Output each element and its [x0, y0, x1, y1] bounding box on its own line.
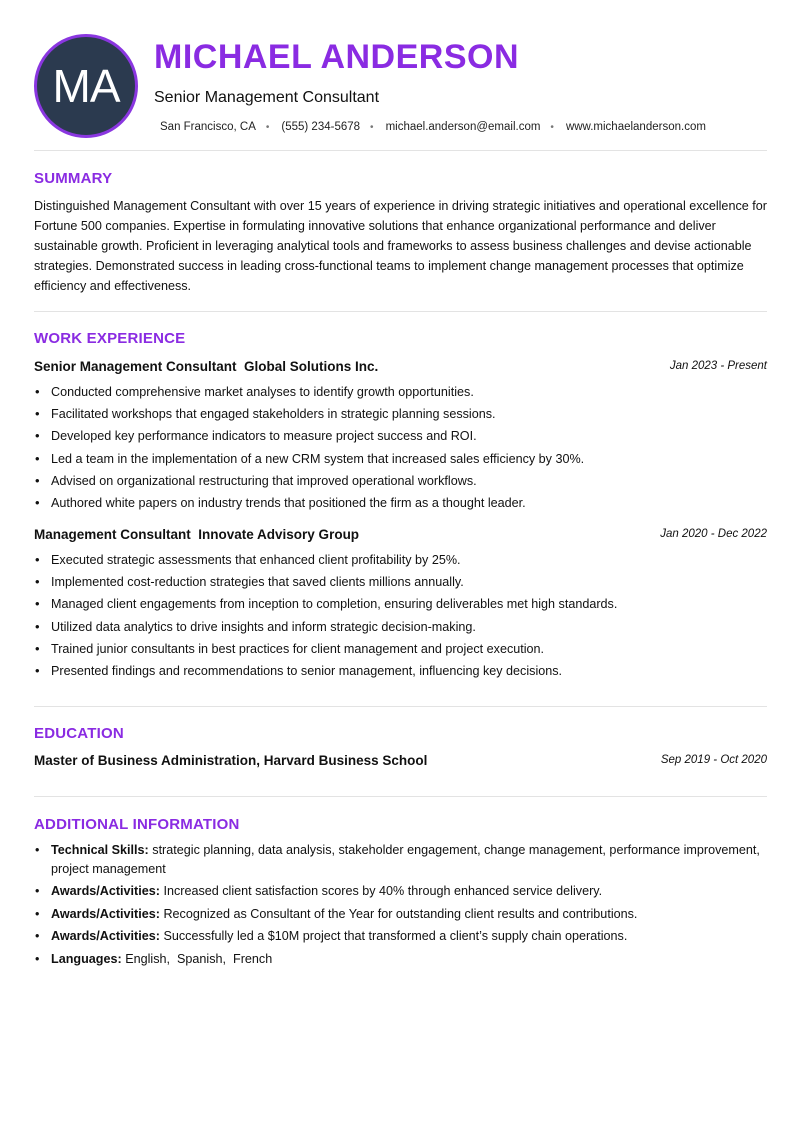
summary-heading: SUMMARY	[34, 170, 113, 187]
job-header	[34, 527, 767, 542]
education-dates: Sep 2019 - Oct 2020	[660, 754, 767, 766]
bullet-separator-icon: •	[370, 121, 374, 133]
item-text: English, Spanish, French	[125, 951, 273, 966]
item-label: Awards/Activities:	[51, 906, 160, 921]
list-item	[34, 950, 767, 969]
contact-location: San Francisco, CA	[160, 121, 256, 133]
additional-info-heading: ADDITIONAL INFORMATION	[34, 816, 240, 833]
item-text: strategic planning, data analysis, stakeholder engagement, change management, performance improvement, project management	[51, 843, 760, 876]
list-item	[34, 882, 767, 901]
item-text: Successfully led a $10M project that transformed a client’s supply chain operations.	[163, 928, 628, 943]
contact-phone: (555) 234-5678	[281, 121, 361, 133]
list-item: • Managed client engagements from inception to completion, ensuring deliverables met high standards.	[34, 593, 767, 615]
section-divider	[34, 796, 767, 797]
contact-email[interactable]: michael.anderson@email.com	[385, 121, 541, 133]
job-role: Senior Management Consultant	[34, 359, 237, 374]
list-item: • Developed key performance indicators to measure project success and ROI.	[34, 425, 767, 447]
list-item: • Led a team in the implementation of a new CRM system that increased sales efficiency by 30%.	[34, 448, 767, 470]
section-divider	[34, 706, 767, 707]
bullet-separator-icon: •	[550, 121, 554, 133]
work-experience-heading: WORK EXPERIENCE	[34, 330, 186, 347]
contact-website[interactable]: www.michaelanderson.com	[565, 121, 706, 133]
list-item: • Trained junior consultants in best practices for client management and project execution.	[34, 638, 767, 660]
list-item: • Authored white papers on industry trends that positioned the firm as a thought leader.	[34, 492, 767, 514]
education-degree: Master of Business Administration, Harvard Business School	[34, 753, 428, 768]
avatar-initials: MA	[52, 60, 120, 112]
list-item: • Implemented cost-reduction strategies that saved clients millions annually.	[34, 571, 767, 593]
bullet-separator-icon: •	[265, 121, 270, 133]
item-label: Awards/Activities:	[51, 884, 160, 899]
candidate-title: Senior Management Consultant	[154, 89, 380, 106]
additional-info-list	[34, 841, 767, 972]
list-item	[34, 927, 767, 946]
item-text: Recognized as Consultant of the Year for outstanding client results and contributions.	[163, 906, 638, 921]
item-text: Increased client satisfaction scores by 40% through enhanced service delivery.	[163, 884, 603, 899]
list-item: • Facilitated workshops that engaged stakeholders in strategic planning sessions.	[34, 403, 767, 425]
list-item: • Presented findings and recommendations to senior management, influencing key decisions.	[34, 660, 767, 682]
list-item: • Utilized data analytics to drive insights and inform strategic decision-making.	[34, 616, 767, 638]
contact-line	[160, 121, 706, 133]
list-item: • Advised on organizational restructuring that improved operational workflows.	[34, 470, 767, 492]
job-bullets	[34, 381, 767, 514]
job-bullets	[34, 549, 767, 682]
list-item: • Conducted comprehensive market analyses to identify growth opportunities.	[34, 381, 767, 403]
list-item: • Executed strategic assessments that enhanced client profitability by 25%.	[34, 549, 767, 571]
job-dates: Jan 2023 - Present	[669, 360, 767, 372]
education-entry	[34, 753, 767, 768]
section-divider	[34, 150, 767, 151]
item-label: Awards/Activities:	[51, 928, 160, 943]
list-item	[34, 841, 767, 879]
summary-text: Distinguished Management Consultant with over 15 years of experience in driving strategic initiatives and operational excellence for Fortune 500 companies. Expertise in formulating innovative solutions that enhance organizational performance and deliver sustainable growth. Proficient in leveraging analytical tools and frameworks to assess business challenges and devise actionable strategies. Demonstrated success in leading cross-functional teams to implement change management processes that optimize efficiency and effectiveness.	[34, 199, 767, 293]
resume-header	[34, 34, 767, 139]
item-label: Technical Skills:	[51, 843, 149, 857]
job-role: Management Consultant	[34, 527, 191, 542]
job-company: Innovate Advisory Group	[198, 527, 360, 542]
job-header	[34, 359, 767, 374]
candidate-name: MICHAEL ANDERSON	[154, 38, 520, 76]
item-label: Languages:	[51, 951, 122, 966]
job-company: Global Solutions Inc.	[244, 359, 379, 374]
section-divider	[34, 311, 767, 312]
education-heading: EDUCATION	[34, 725, 124, 742]
list-item	[34, 905, 767, 924]
avatar	[34, 34, 138, 138]
job-dates: Jan 2020 - Dec 2022	[660, 528, 767, 540]
